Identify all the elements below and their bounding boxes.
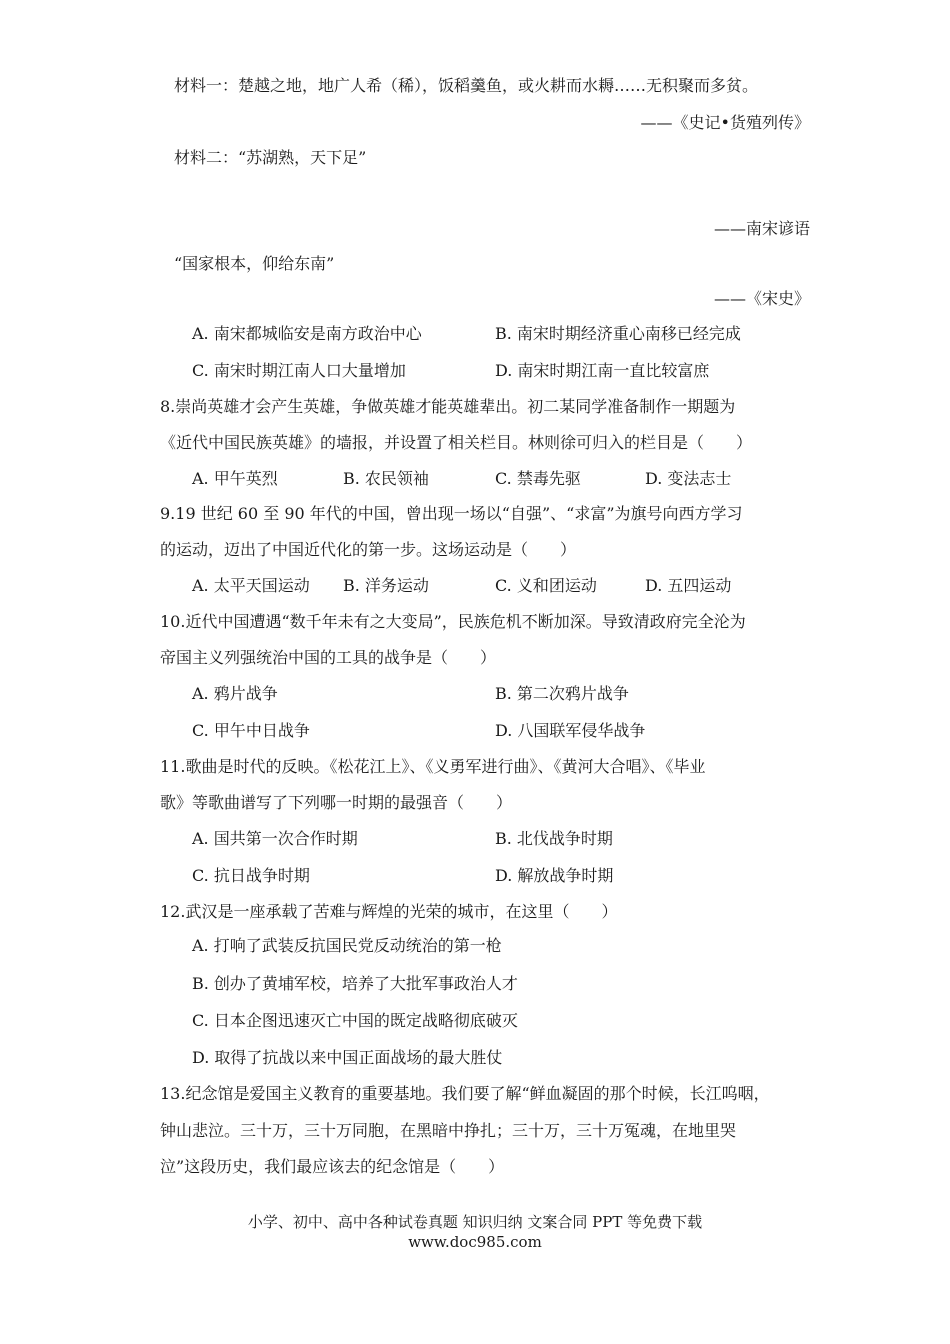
q12-option-a: A. 打响了武装反抗国民党反动统治的第一枪	[192, 936, 502, 955]
q11-stem-line-1: 11.歌曲是时代的反映。《松花江上》、《义勇军进行曲》、《黄河大合唱》、《毕业	[160, 757, 706, 776]
q7-option-d: D. 南宋时期江南一直比较富庶	[495, 361, 710, 380]
q8-option-c: C. 禁毒先驱	[495, 469, 581, 488]
material-2-source-2: ——《宋史》	[713, 289, 810, 308]
q13-stem-line-1: 13.纪念馆是爱国主义教育的重要基地。我们要了解“鲜血凝固的那个时候，长江呜咽，	[160, 1084, 770, 1103]
q10-option-b: B. 第二次鸦片战争	[495, 684, 629, 703]
q10-stem-line-1: 10.近代中国遭遇“数千年未有之大变局”，民族危机不断加深。导致清政府完全沦为	[160, 612, 746, 631]
footer-ad-text: 小学、初中、高中各种试卷真题 知识归纳 文案合同 PPT 等免费下载	[247, 1213, 703, 1231]
q7-option-c: C. 南宋时期江南人口大量增加	[192, 361, 406, 380]
q11-option-a: A. 国共第一次合作时期	[192, 829, 358, 848]
q9-option-a: A. 太平天国运动	[192, 576, 310, 595]
material-2-source: ——南宋谚语	[713, 219, 810, 238]
q10-option-a: A. 鸦片战争	[192, 684, 278, 703]
material-2-text-2: “国家根本，仰给东南”	[174, 254, 335, 273]
q11-option-c: C. 抗日战争时期	[192, 866, 310, 885]
q12-stem: 12.武汉是一座承载了苦难与辉煌的光荣的城市，在这里（ ）	[160, 902, 618, 921]
material-1-text: 材料一：楚越之地，地广人希（稀），饭稻羹鱼，或火耕而水耨……无积聚而多贫。	[174, 76, 759, 95]
q8-option-a: A. 甲午英烈	[192, 469, 278, 488]
q9-stem-line-1: 9.19 世纪 60 至 90 年代的中国，曾出现一场以“自强”、“求富”为旗号向西方学习	[160, 504, 743, 523]
q13-stem-line-2: 钟山悲泣。三十万，三十万同胞，在黑暗中挣扎；三十万，三十万冤魂，在地里哭	[160, 1121, 737, 1140]
material-1-source: ——《史记•货殖列传》	[640, 113, 810, 132]
q8-stem-line-2: 《近代中国民族英雄》的墙报，并设置了相关栏目。林则徐可归入的栏目是（ ）	[160, 433, 753, 452]
q12-option-b: B. 创办了黄埔军校，培养了大批军事政治人才	[192, 974, 518, 993]
q13-stem-line-3: 泣”这段历史，我们最应该去的纪念馆是（ ）	[160, 1157, 505, 1176]
q8-stem-line-1: 8.崇尚英雄才会产生英雄，争做英雄才能英雄辈出。初二某同学准备制作一期题为	[160, 397, 736, 416]
q12-option-d: D. 取得了抗战以来中国正面战场的最大胜仗	[192, 1048, 503, 1067]
q12-option-c: C. 日本企图迅速灭亡中国的既定战略彻底破灭	[192, 1011, 518, 1030]
q10-option-d: D. 八国联军侵华战争	[495, 721, 646, 740]
q10-stem-line-2: 帝国主义列强统治中国的工具的战争是（ ）	[160, 648, 497, 667]
q8-option-d: D. 变法志士	[645, 469, 732, 488]
material-2-text: 材料二：“苏湖熟，天下足”	[174, 148, 367, 167]
q11-option-d: D. 解放战争时期	[495, 866, 614, 885]
q11-option-b: B. 北伐战争时期	[495, 829, 613, 848]
q9-option-c: C. 义和团运动	[495, 576, 597, 595]
q9-option-b: B. 洋务运动	[343, 576, 429, 595]
q8-option-b: B. 农民领袖	[343, 469, 429, 488]
q7-option-a: A. 南宋都城临安是南方政治中心	[192, 324, 422, 343]
q9-option-d: D. 五四运动	[645, 576, 732, 595]
q7-option-b: B. 南宋时期经济重心南移已经完成	[495, 324, 741, 343]
q11-stem-line-2: 歌》等歌曲谱写了下列哪一时期的最强音（ ）	[160, 793, 513, 812]
footer-link[interactable]: www.doc985.com	[408, 1233, 542, 1251]
q9-stem-line-2: 的运动，迈出了中国近代化的第一步。这场运动是（ ）	[160, 540, 577, 559]
q10-option-c: C. 甲午中日战争	[192, 721, 310, 740]
